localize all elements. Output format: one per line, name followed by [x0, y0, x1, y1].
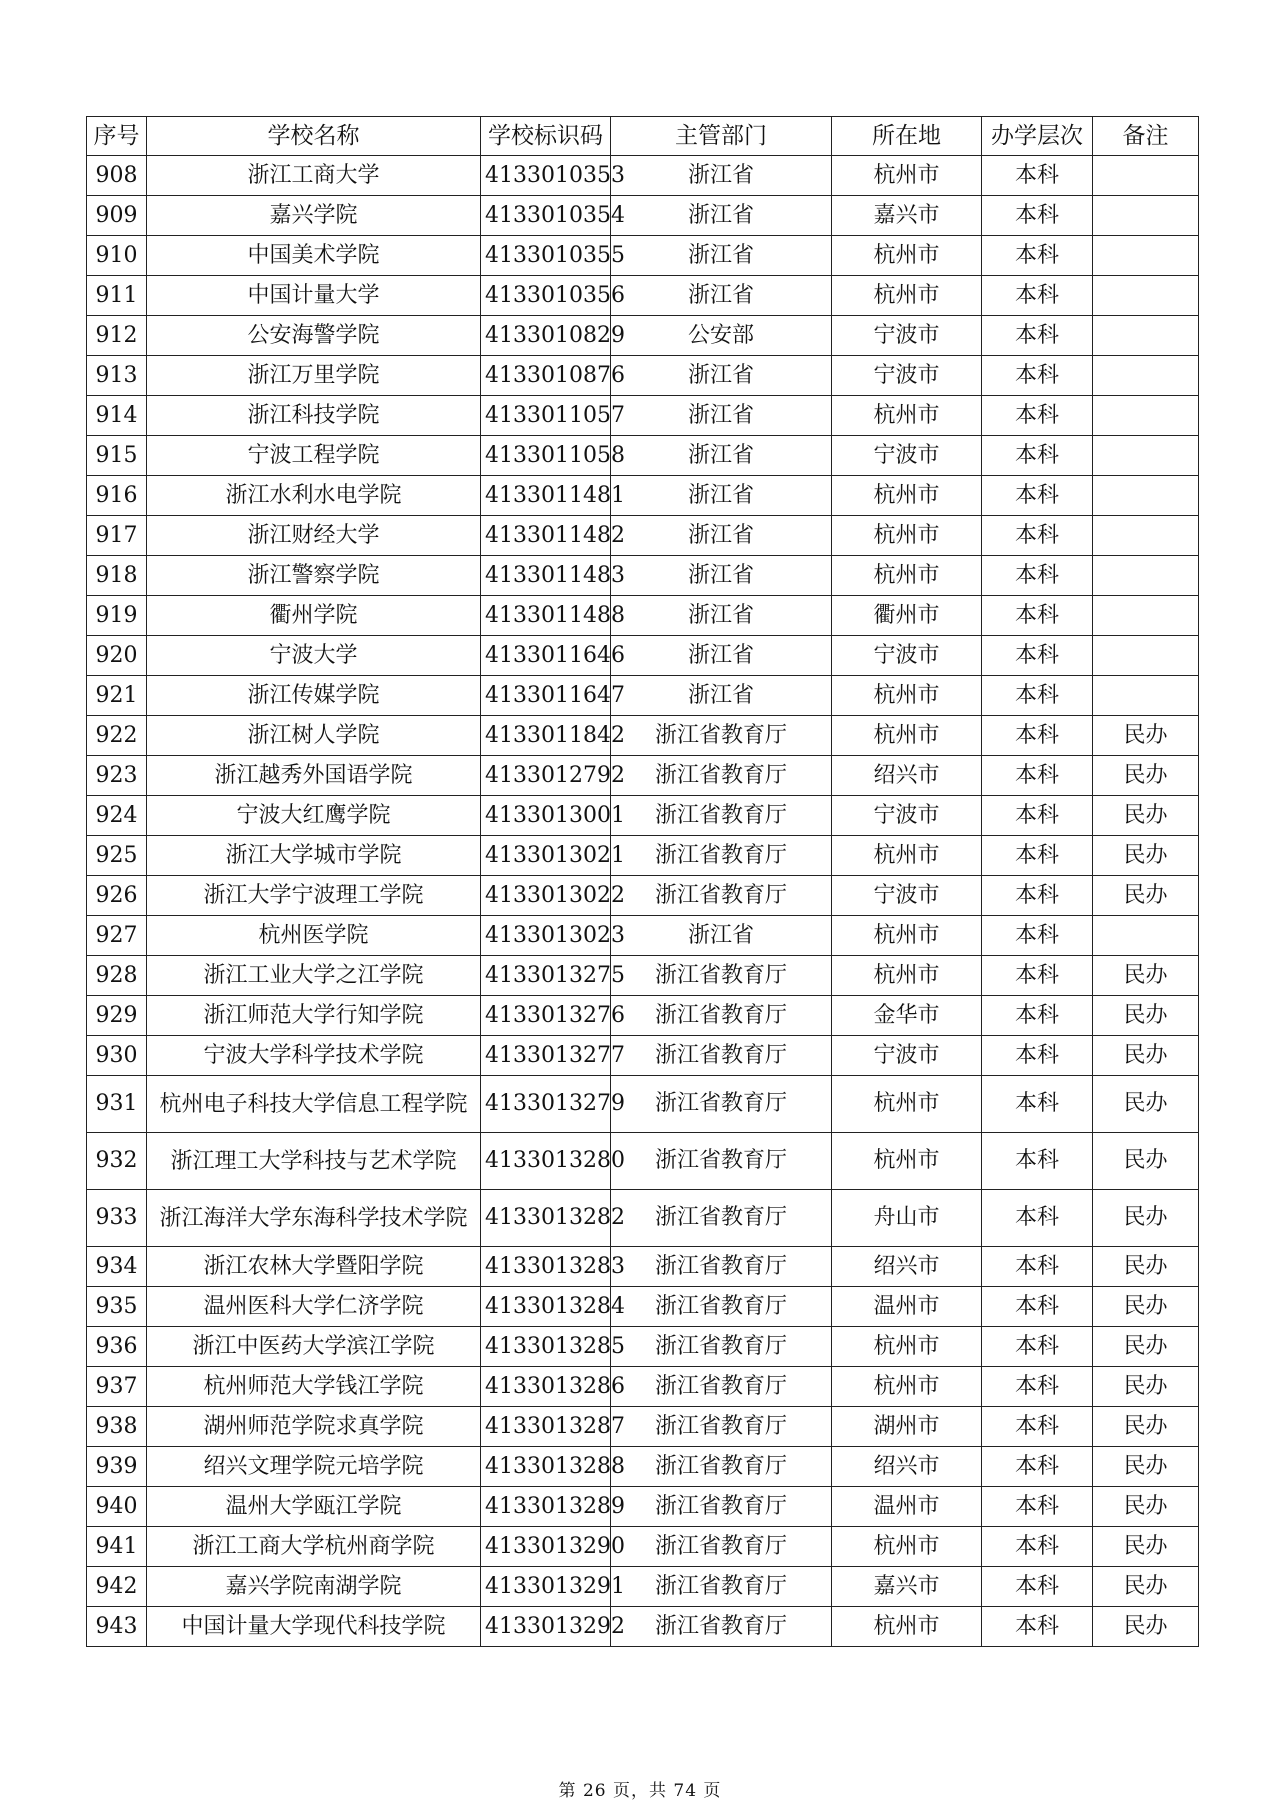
cell-level: 本科 — [982, 636, 1093, 676]
cell-remarks: 民办 — [1093, 1190, 1199, 1247]
cell-remarks: 民办 — [1093, 836, 1199, 876]
cell-index: 915 — [87, 436, 147, 476]
cell-index: 921 — [87, 676, 147, 716]
cell-authority: 浙江省教育厅 — [611, 1076, 832, 1133]
cell-school-name: 浙江海洋大学东海科学技术学院 — [147, 1190, 481, 1247]
cell-school-name: 杭州电子科技大学信息工程学院 — [147, 1076, 481, 1133]
header-cell-index: 序号 — [87, 117, 147, 156]
cell-school-code: 4133011481 — [481, 476, 611, 516]
cell-location: 杭州市 — [832, 956, 982, 996]
cell-authority: 浙江省 — [611, 636, 832, 676]
cell-authority: 浙江省教育厅 — [611, 1407, 832, 1447]
cell-index: 922 — [87, 716, 147, 756]
cell-level: 本科 — [982, 556, 1093, 596]
table-row — [87, 1447, 1199, 1487]
cell-remarks: 民办 — [1093, 996, 1199, 1036]
cell-school-name: 湖州师范学院求真学院 — [147, 1407, 481, 1447]
cell-level: 本科 — [982, 676, 1093, 716]
cell-location: 宁波市 — [832, 636, 982, 676]
cell-level: 本科 — [982, 476, 1093, 516]
cell-location: 杭州市 — [832, 1527, 982, 1567]
cell-school-code: 4133013282 — [481, 1190, 611, 1247]
cell-authority: 浙江省 — [611, 196, 832, 236]
cell-school-name: 浙江财经大学 — [147, 516, 481, 556]
cell-level: 本科 — [982, 516, 1093, 556]
cell-location: 金华市 — [832, 996, 982, 1036]
cell-school-code: 4133013291 — [481, 1567, 611, 1607]
cell-authority: 浙江省教育厅 — [611, 756, 832, 796]
cell-level: 本科 — [982, 716, 1093, 756]
cell-location: 杭州市 — [832, 716, 982, 756]
cell-level: 本科 — [982, 1287, 1093, 1327]
cell-index: 913 — [87, 356, 147, 396]
cell-school-name: 浙江大学城市学院 — [147, 836, 481, 876]
cell-school-name: 杭州师范大学钱江学院 — [147, 1367, 481, 1407]
cell-level: 本科 — [982, 236, 1093, 276]
cell-authority: 浙江省教育厅 — [611, 1487, 832, 1527]
cell-remarks — [1093, 276, 1199, 316]
table-row — [87, 636, 1199, 676]
cell-remarks — [1093, 436, 1199, 476]
table-row — [87, 676, 1199, 716]
cell-level: 本科 — [982, 596, 1093, 636]
cell-remarks: 民办 — [1093, 1287, 1199, 1327]
cell-school-name: 宁波大学科学技术学院 — [147, 1036, 481, 1076]
cell-authority: 浙江省教育厅 — [611, 796, 832, 836]
cell-level: 本科 — [982, 1367, 1093, 1407]
table-row — [87, 236, 1199, 276]
cell-authority: 浙江省教育厅 — [611, 1367, 832, 1407]
table-row — [87, 1036, 1199, 1076]
cell-remarks — [1093, 156, 1199, 196]
table-row — [87, 956, 1199, 996]
cell-index: 923 — [87, 756, 147, 796]
table-body — [87, 156, 1199, 1647]
cell-location: 舟山市 — [832, 1190, 982, 1247]
table-row — [87, 516, 1199, 556]
cell-authority: 浙江省 — [611, 436, 832, 476]
table-row — [87, 716, 1199, 756]
cell-school-name: 温州医科大学仁济学院 — [147, 1287, 481, 1327]
cell-remarks: 民办 — [1093, 956, 1199, 996]
cell-remarks: 民办 — [1093, 1133, 1199, 1190]
cell-location: 杭州市 — [832, 516, 982, 556]
table-row — [87, 1190, 1199, 1247]
cell-location: 绍兴市 — [832, 1447, 982, 1487]
cell-school-name: 浙江师范大学行知学院 — [147, 996, 481, 1036]
school-list-table — [86, 116, 1199, 1647]
cell-index: 936 — [87, 1327, 147, 1367]
cell-authority: 浙江省教育厅 — [611, 996, 832, 1036]
cell-level: 本科 — [982, 796, 1093, 836]
cell-remarks: 民办 — [1093, 796, 1199, 836]
cell-school-code: 4133013292 — [481, 1607, 611, 1647]
cell-remarks — [1093, 676, 1199, 716]
cell-authority: 浙江省教育厅 — [611, 1247, 832, 1287]
table-row — [87, 876, 1199, 916]
cell-school-code: 4133013287 — [481, 1407, 611, 1447]
cell-level: 本科 — [982, 1327, 1093, 1367]
cell-remarks: 民办 — [1093, 756, 1199, 796]
table-row — [87, 316, 1199, 356]
cell-authority: 浙江省教育厅 — [611, 1190, 832, 1247]
cell-remarks: 民办 — [1093, 1247, 1199, 1287]
cell-school-name: 杭州医学院 — [147, 916, 481, 956]
cell-level: 本科 — [982, 156, 1093, 196]
cell-location: 嘉兴市 — [832, 1567, 982, 1607]
cell-school-code: 4133011482 — [481, 516, 611, 556]
table-row — [87, 1607, 1199, 1647]
cell-location: 温州市 — [832, 1287, 982, 1327]
table-row — [87, 1367, 1199, 1407]
cell-remarks: 民办 — [1093, 1567, 1199, 1607]
cell-school-code: 4133011646 — [481, 636, 611, 676]
cell-school-name: 宁波大学 — [147, 636, 481, 676]
cell-school-name: 浙江理工大学科技与艺术学院 — [147, 1133, 481, 1190]
cell-school-code: 4133013285 — [481, 1327, 611, 1367]
cell-remarks: 民办 — [1093, 1327, 1199, 1367]
cell-school-name: 浙江万里学院 — [147, 356, 481, 396]
cell-school-name: 浙江农林大学暨阳学院 — [147, 1247, 481, 1287]
cell-level: 本科 — [982, 1133, 1093, 1190]
cell-school-code: 4133010829 — [481, 316, 611, 356]
cell-location: 宁波市 — [832, 796, 982, 836]
cell-authority: 浙江省教育厅 — [611, 1287, 832, 1327]
table-row — [87, 556, 1199, 596]
cell-school-code: 4133013279 — [481, 1076, 611, 1133]
cell-index: 939 — [87, 1447, 147, 1487]
table-row — [87, 1076, 1199, 1133]
cell-school-code: 4133013276 — [481, 996, 611, 1036]
cell-index: 926 — [87, 876, 147, 916]
cell-school-name: 嘉兴学院 — [147, 196, 481, 236]
cell-level: 本科 — [982, 1447, 1093, 1487]
cell-location: 宁波市 — [832, 876, 982, 916]
header-cell-authority: 主管部门 — [611, 117, 832, 156]
cell-location: 宁波市 — [832, 316, 982, 356]
page-footer: 第 26 页，共 74 页 — [558, 1781, 722, 1801]
cell-authority: 浙江省教育厅 — [611, 836, 832, 876]
table-row — [87, 916, 1199, 956]
header-cell-school-code: 学校标识码 — [481, 117, 611, 156]
cell-location: 杭州市 — [832, 1076, 982, 1133]
cell-authority: 浙江省 — [611, 676, 832, 716]
cell-school-code: 4133010356 — [481, 276, 611, 316]
cell-location: 杭州市 — [832, 916, 982, 956]
cell-index: 934 — [87, 1247, 147, 1287]
cell-location: 绍兴市 — [832, 756, 982, 796]
cell-remarks: 民办 — [1093, 716, 1199, 756]
cell-school-name: 中国美术学院 — [147, 236, 481, 276]
cell-authority: 浙江省 — [611, 916, 832, 956]
cell-remarks: 民办 — [1093, 1407, 1199, 1447]
cell-index: 937 — [87, 1367, 147, 1407]
cell-location: 绍兴市 — [832, 1247, 982, 1287]
cell-remarks — [1093, 476, 1199, 516]
cell-location: 杭州市 — [832, 1133, 982, 1190]
cell-school-name: 绍兴文理学院元培学院 — [147, 1447, 481, 1487]
cell-authority: 公安部 — [611, 316, 832, 356]
cell-school-name: 浙江科技学院 — [147, 396, 481, 436]
cell-authority: 浙江省 — [611, 596, 832, 636]
header-cell-location: 所在地 — [832, 117, 982, 156]
cell-level: 本科 — [982, 756, 1093, 796]
cell-authority: 浙江省 — [611, 556, 832, 596]
cell-school-name: 嘉兴学院南湖学院 — [147, 1567, 481, 1607]
cell-remarks: 民办 — [1093, 1527, 1199, 1567]
cell-school-name: 中国计量大学现代科技学院 — [147, 1607, 481, 1647]
cell-level: 本科 — [982, 996, 1093, 1036]
cell-level: 本科 — [982, 916, 1093, 956]
cell-remarks — [1093, 556, 1199, 596]
cell-level: 本科 — [982, 396, 1093, 436]
table-row — [87, 1287, 1199, 1327]
cell-index: 920 — [87, 636, 147, 676]
cell-index: 924 — [87, 796, 147, 836]
cell-remarks: 民办 — [1093, 1076, 1199, 1133]
header-cell-school-name: 学校名称 — [147, 117, 481, 156]
cell-index: 912 — [87, 316, 147, 356]
header-cell-remarks: 备注 — [1093, 117, 1199, 156]
cell-index: 927 — [87, 916, 147, 956]
cell-school-code: 4133013283 — [481, 1247, 611, 1287]
cell-school-name: 浙江工商大学杭州商学院 — [147, 1527, 481, 1567]
cell-location: 嘉兴市 — [832, 196, 982, 236]
cell-level: 本科 — [982, 1607, 1093, 1647]
cell-school-code: 4133013286 — [481, 1367, 611, 1407]
cell-location: 杭州市 — [832, 1327, 982, 1367]
cell-authority: 浙江省 — [611, 356, 832, 396]
cell-authority: 浙江省教育厅 — [611, 1327, 832, 1367]
cell-remarks — [1093, 516, 1199, 556]
cell-level: 本科 — [982, 1036, 1093, 1076]
cell-school-code: 4133013275 — [481, 956, 611, 996]
cell-index: 917 — [87, 516, 147, 556]
cell-remarks: 民办 — [1093, 876, 1199, 916]
cell-authority: 浙江省 — [611, 396, 832, 436]
table-row — [87, 396, 1199, 436]
cell-authority: 浙江省 — [611, 156, 832, 196]
table-row — [87, 356, 1199, 396]
cell-remarks — [1093, 196, 1199, 236]
cell-location: 温州市 — [832, 1487, 982, 1527]
cell-level: 本科 — [982, 436, 1093, 476]
cell-school-name: 宁波大红鹰学院 — [147, 796, 481, 836]
cell-location: 宁波市 — [832, 436, 982, 476]
table-row — [87, 476, 1199, 516]
cell-index: 919 — [87, 596, 147, 636]
cell-remarks — [1093, 636, 1199, 676]
table-row — [87, 196, 1199, 236]
cell-index: 928 — [87, 956, 147, 996]
cell-index: 942 — [87, 1567, 147, 1607]
cell-school-name: 浙江中医药大学滨江学院 — [147, 1327, 481, 1367]
cell-school-code: 4133011842 — [481, 716, 611, 756]
cell-school-code: 4133011057 — [481, 396, 611, 436]
cell-level: 本科 — [982, 276, 1093, 316]
cell-level: 本科 — [982, 1527, 1093, 1567]
cell-level: 本科 — [982, 1247, 1093, 1287]
cell-school-name: 浙江工业大学之江学院 — [147, 956, 481, 996]
cell-index: 935 — [87, 1287, 147, 1327]
cell-school-name: 浙江大学宁波理工学院 — [147, 876, 481, 916]
cell-authority: 浙江省 — [611, 516, 832, 556]
cell-school-code: 4133013001 — [481, 796, 611, 836]
cell-remarks: 民办 — [1093, 1367, 1199, 1407]
cell-authority: 浙江省教育厅 — [611, 1527, 832, 1567]
cell-remarks: 民办 — [1093, 1447, 1199, 1487]
cell-index: 930 — [87, 1036, 147, 1076]
cell-location: 杭州市 — [832, 156, 982, 196]
cell-index: 909 — [87, 196, 147, 236]
table-row — [87, 276, 1199, 316]
cell-index: 941 — [87, 1527, 147, 1567]
cell-remarks — [1093, 236, 1199, 276]
cell-remarks — [1093, 916, 1199, 956]
cell-school-code: 4133010354 — [481, 196, 611, 236]
cell-authority: 浙江省 — [611, 236, 832, 276]
cell-school-code: 4133011058 — [481, 436, 611, 476]
cell-authority: 浙江省教育厅 — [611, 1447, 832, 1487]
table-row — [87, 596, 1199, 636]
cell-index: 916 — [87, 476, 147, 516]
cell-level: 本科 — [982, 836, 1093, 876]
cell-remarks — [1093, 316, 1199, 356]
table-row — [87, 156, 1199, 196]
cell-school-code: 4133011647 — [481, 676, 611, 716]
cell-school-code: 4133011488 — [481, 596, 611, 636]
cell-remarks — [1093, 596, 1199, 636]
cell-authority: 浙江省 — [611, 276, 832, 316]
cell-index: 929 — [87, 996, 147, 1036]
cell-index: 911 — [87, 276, 147, 316]
table-row — [87, 1327, 1199, 1367]
cell-index: 908 — [87, 156, 147, 196]
cell-school-code: 4133013284 — [481, 1287, 611, 1327]
table-row — [87, 1527, 1199, 1567]
cell-index: 910 — [87, 236, 147, 276]
cell-index: 943 — [87, 1607, 147, 1647]
cell-school-code: 4133013288 — [481, 1447, 611, 1487]
cell-location: 宁波市 — [832, 356, 982, 396]
cell-location: 湖州市 — [832, 1407, 982, 1447]
table-row — [87, 1247, 1199, 1287]
cell-index: 940 — [87, 1487, 147, 1527]
cell-authority: 浙江省教育厅 — [611, 1036, 832, 1076]
cell-authority: 浙江省 — [611, 476, 832, 516]
cell-authority: 浙江省教育厅 — [611, 1567, 832, 1607]
table-row — [87, 1407, 1199, 1447]
cell-school-name: 浙江警察学院 — [147, 556, 481, 596]
cell-index: 933 — [87, 1190, 147, 1247]
cell-level: 本科 — [982, 1487, 1093, 1527]
cell-level: 本科 — [982, 956, 1093, 996]
cell-level: 本科 — [982, 876, 1093, 916]
cell-location: 杭州市 — [832, 1367, 982, 1407]
cell-school-name: 浙江工商大学 — [147, 156, 481, 196]
table-row — [87, 756, 1199, 796]
cell-location: 杭州市 — [832, 396, 982, 436]
cell-school-code: 4133011483 — [481, 556, 611, 596]
cell-school-code: 4133013289 — [481, 1487, 611, 1527]
table-row — [87, 796, 1199, 836]
table-row — [87, 1133, 1199, 1190]
cell-authority: 浙江省教育厅 — [611, 716, 832, 756]
cell-school-code: 4133013023 — [481, 916, 611, 956]
cell-remarks: 民办 — [1093, 1487, 1199, 1527]
cell-school-name: 温州大学瓯江学院 — [147, 1487, 481, 1527]
cell-school-name: 衢州学院 — [147, 596, 481, 636]
cell-location: 杭州市 — [832, 236, 982, 276]
cell-index: 914 — [87, 396, 147, 436]
header-cell-level: 办学层次 — [982, 117, 1093, 156]
cell-remarks — [1093, 396, 1199, 436]
cell-school-code: 4133013280 — [481, 1133, 611, 1190]
table-row — [87, 436, 1199, 476]
cell-school-name: 浙江传媒学院 — [147, 676, 481, 716]
cell-location: 宁波市 — [832, 1036, 982, 1076]
table-row — [87, 1487, 1199, 1527]
cell-level: 本科 — [982, 316, 1093, 356]
cell-school-code: 4133012792 — [481, 756, 611, 796]
table-header-row — [87, 117, 1199, 156]
cell-location: 杭州市 — [832, 676, 982, 716]
cell-level: 本科 — [982, 1407, 1093, 1447]
cell-school-code: 4133010876 — [481, 356, 611, 396]
cell-authority: 浙江省教育厅 — [611, 876, 832, 916]
cell-location: 杭州市 — [832, 276, 982, 316]
cell-level: 本科 — [982, 1190, 1093, 1247]
cell-school-code: 4133010353 — [481, 156, 611, 196]
table-row — [87, 836, 1199, 876]
cell-level: 本科 — [982, 1076, 1093, 1133]
cell-index: 932 — [87, 1133, 147, 1190]
cell-school-name: 浙江水利水电学院 — [147, 476, 481, 516]
cell-school-name: 浙江树人学院 — [147, 716, 481, 756]
cell-school-code: 4133013022 — [481, 876, 611, 916]
cell-level: 本科 — [982, 196, 1093, 236]
cell-authority: 浙江省教育厅 — [611, 1133, 832, 1190]
cell-school-code: 4133010355 — [481, 236, 611, 276]
cell-school-code: 4133013277 — [481, 1036, 611, 1076]
cell-remarks — [1093, 356, 1199, 396]
cell-index: 925 — [87, 836, 147, 876]
cell-school-name: 公安海警学院 — [147, 316, 481, 356]
cell-remarks: 民办 — [1093, 1036, 1199, 1076]
table-row — [87, 996, 1199, 1036]
cell-location: 衢州市 — [832, 596, 982, 636]
cell-school-name: 宁波工程学院 — [147, 436, 481, 476]
cell-authority: 浙江省教育厅 — [611, 956, 832, 996]
cell-remarks: 民办 — [1093, 1607, 1199, 1647]
cell-location: 杭州市 — [832, 476, 982, 516]
cell-level: 本科 — [982, 1567, 1093, 1607]
cell-index: 931 — [87, 1076, 147, 1133]
cell-location: 杭州市 — [832, 836, 982, 876]
cell-location: 杭州市 — [832, 1607, 982, 1647]
cell-school-code: 4133013290 — [481, 1527, 611, 1567]
cell-school-code: 4133013021 — [481, 836, 611, 876]
cell-school-name: 中国计量大学 — [147, 276, 481, 316]
cell-index: 918 — [87, 556, 147, 596]
cell-school-name: 浙江越秀外国语学院 — [147, 756, 481, 796]
cell-index: 938 — [87, 1407, 147, 1447]
cell-location: 杭州市 — [832, 556, 982, 596]
cell-authority: 浙江省教育厅 — [611, 1607, 832, 1647]
table-row — [87, 1567, 1199, 1607]
cell-level: 本科 — [982, 356, 1093, 396]
